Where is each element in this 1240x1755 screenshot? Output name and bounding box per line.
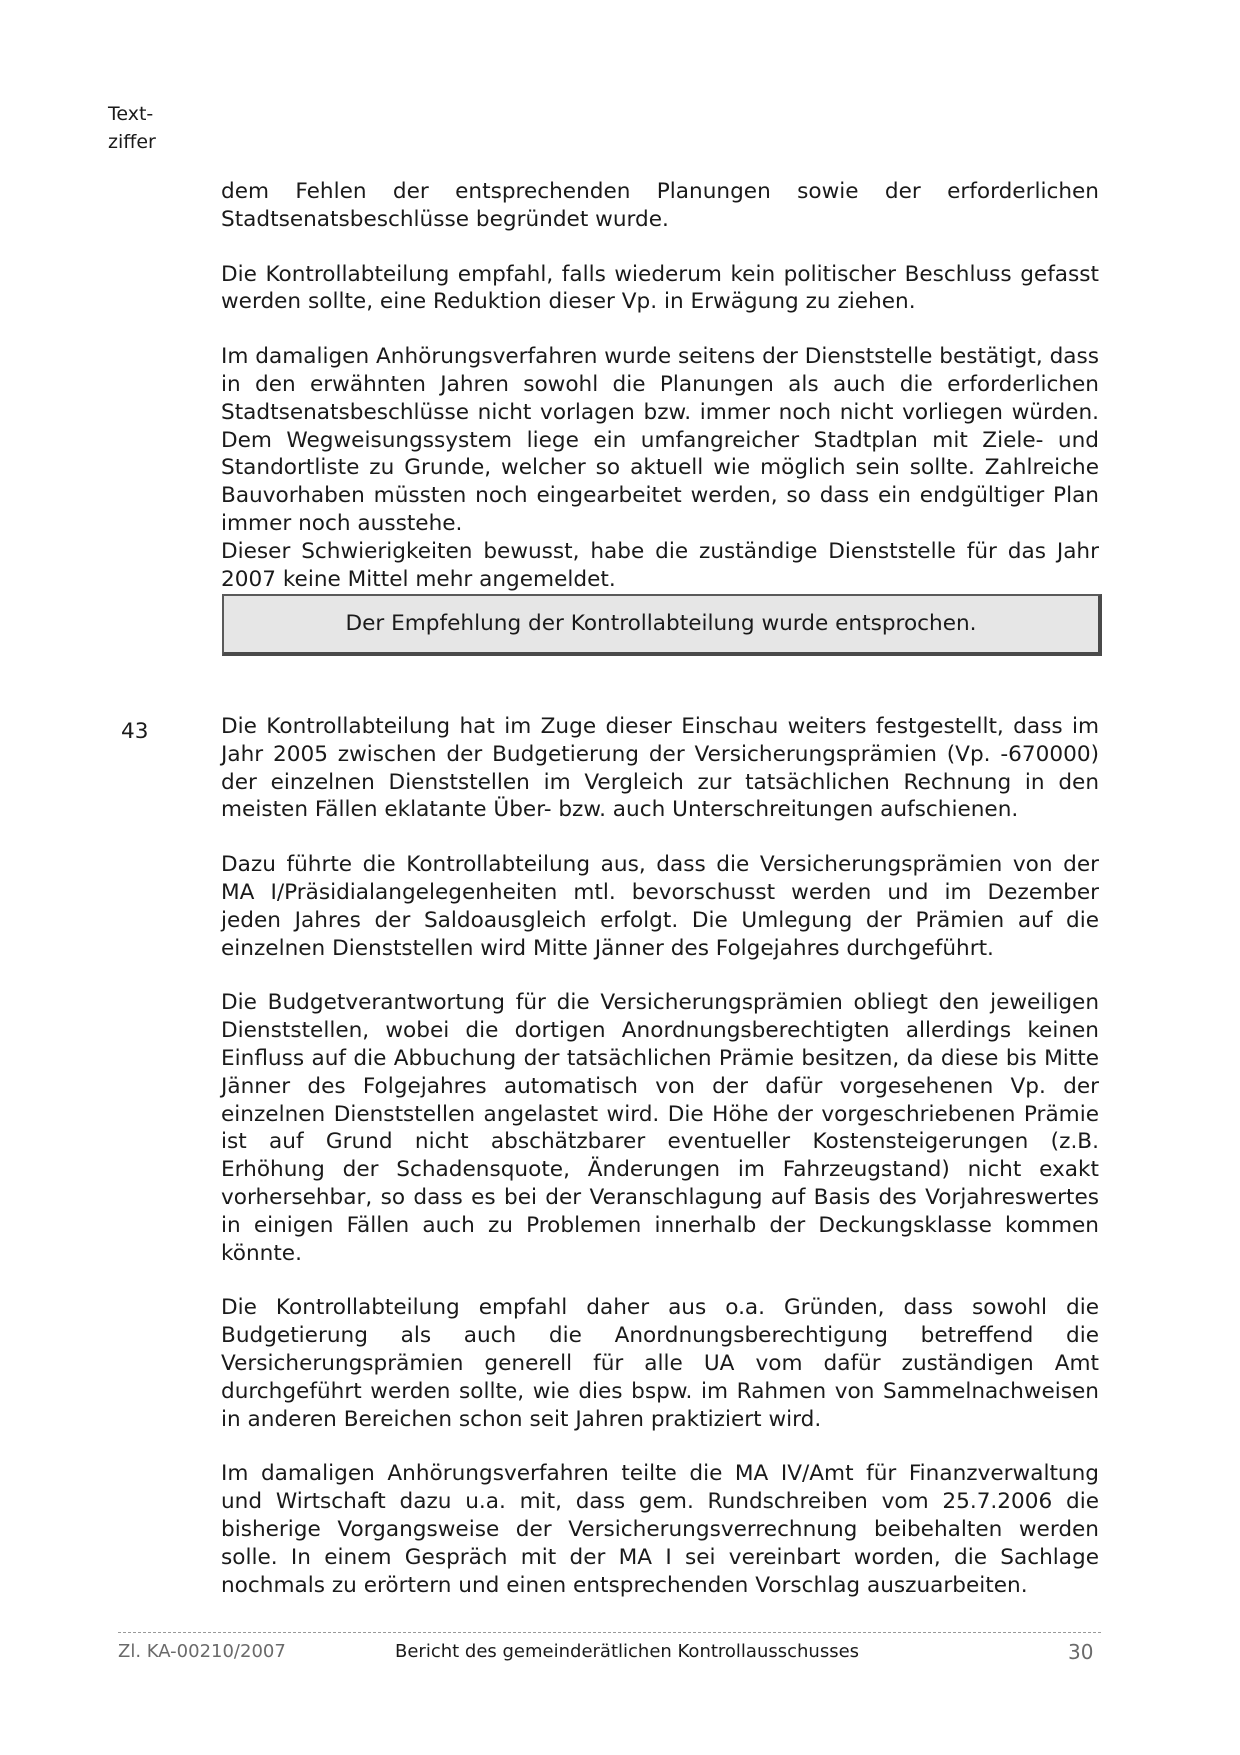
footer-reference: Zl. KA-00210/2007: [118, 1641, 286, 1662]
paragraph: dem Fehlen der entsprechenden Planungen sowie der erforderlichen Stadtsenatsbeschlüsse begründet wurde.: [221, 179, 1099, 232]
page-number: 30: [1068, 1640, 1094, 1664]
margin-label-line2: ziffer: [108, 131, 156, 153]
paragraph: Die Kontrollabteilung empfahl, falls wiederum kein politischer Beschluss gefasst werden sollte, eine Reduktion dieser Vp. in Erwägung zu ziehen.: [221, 261, 1099, 315]
paragraph: Dieser Schwierigkeiten bewusst, habe die zuständige Dienststelle für das Jahr 2007 keine Mittel mehr angemeldet.: [221, 538, 1099, 592]
margin-label: [108, 100, 156, 156]
text-number: 43: [121, 719, 149, 744]
result-box: [222, 594, 1102, 656]
paragraph: Dazu führte die Kontrollabteilung aus, dass die Versicherungsprämien von der MA I/Präsidialangelegenheiten mtl. bevorschusst werden und im Dezember jeden Jahres der Saldoausgleich erfolgt. Die Umlegung der Prämien auf die einzelnen Dienststellen wird Mitte Jänner des Folgejahres durchgeführt.: [221, 852, 1099, 961]
margin-label-line1: Text-: [108, 103, 154, 125]
paragraph: Im damaligen Anhörungsverfahren wurde seitens der Dienststelle bestätigt, dass in den erwähnten Jahren sowohl die Planungen als auch die erforderlichen Stadtsenatsbeschlüsse nicht vorlagen bzw. immer noch nicht vorliegen würden. Dem Wegweisungssystem liege ein umfangreicher Stadtplan mit Ziele- und Standortliste zu Grunde, welcher so aktuell wie möglich sein sollte. Zahlreiche Bauvorhaben müssten noch eingearbeitet werden, so dass ein endgültiger Plan immer noch ausstehe.: [221, 344, 1100, 536]
section-43: [221, 713, 1099, 1626]
paragraph: Die Kontrollabteilung hat im Zuge dieser Einschau weiters festgestellt, dass im Jahr 2005 zwischen der Budgetierung der Versicherungsprämien (Vp. -670000) der einzelnen Dienststellen im Vergleich zur tatsächlichen Rechnung in den meisten Fällen eklatante Über- bzw. auch Unterschreitungen aufschienen.: [221, 714, 1099, 823]
paragraph: Im damaligen Anhörungsverfahren teilte die MA IV/Amt für Finanzverwaltung und Wirtschaft dazu u.a. mit, dass gem. Rundschreiben vom 25.7.2006 die bisherige Vorgangsweise der Versicherungsverrechnung beibehalten werden solle. In einem Gespräch mit der MA I sei vereinbart worden, die Sachlage nochmals zu erörtern und einen entsprechenden Vorschlag auszuarbeiten.: [221, 1461, 1099, 1598]
result-box-text: Der Empfehlung der Kontrollabteilung wurde entsprochen.: [345, 611, 977, 636]
section-top: [221, 178, 1099, 620]
paragraph: Die Budgetverantwortung für die Versicherungsprämien obliegt den jeweiligen Dienststellen, wobei die dortigen Anordnungsberechtigten allerdings keinen Einfluss auf die Abbuchung der tatsächlichen Prämie besitzen, da diese bis Mitte Jänner des Folgejahres automatisch von der dafür vorgesehenen Vp. der einzelnen Dienststellen angelastet wird. Die Höhe der vorgeschriebenen Prämie ist auf Grund nicht abschätzbarer eventueller Kostensteigerungen (z.B. Erhöhung der Schadensquote, Änderungen im Fahrzeugstand) nicht exakt vorhersehbar, so dass es bei der Veranschlagung auf Basis des Vorjahreswertes in einigen Fällen auch zu Problemen innerhalb der Deckungsklasse kommen könnte.: [221, 990, 1099, 1266]
paragraph: Die Kontrollabteilung empfahl daher aus o.a. Gründen, dass sowohl die Budgetierung als auch die Anordnungsberechtigung betreffend die Versicherungsprämien generell für alle UA vom dafür zuständigen Amt durchgeführt werden sollte, wie dies bspw. im Rahmen von Sammelnachweisen in anderen Bereichen schon seit Jahren praktiziert wird.: [221, 1295, 1099, 1432]
footer-divider: [118, 1632, 1101, 1633]
footer-title: Bericht des gemeinderätlichen Kontrollausschusses: [395, 1641, 860, 1662]
